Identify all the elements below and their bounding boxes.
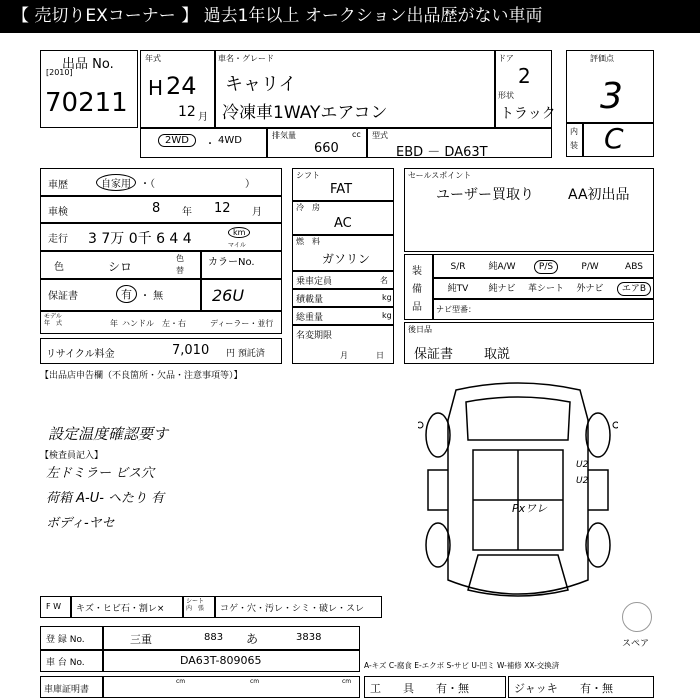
cert-cm-2: cm <box>250 678 260 685</box>
rename-month: 月 <box>340 351 348 360</box>
era: H <box>148 76 164 100</box>
lot-number: 70211 <box>45 88 128 118</box>
drive-dot: ・ <box>205 139 215 150</box>
grade: 冷凍車1WAYエアコン <box>222 103 388 123</box>
history-rest: ・（ ） <box>140 179 255 190</box>
inspection-year: 8 <box>152 201 161 216</box>
inspection-label: 車検 <box>48 207 68 218</box>
month-unit: 月 <box>198 112 208 123</box>
jack-value: 有・無 <box>580 682 613 695</box>
equipment-item: S/R <box>450 262 466 272</box>
shift-label: シフト <box>296 171 320 180</box>
after-item-1: 保証書 <box>414 347 454 362</box>
model-year-label: モデル 年 式 <box>44 313 63 327</box>
seat-items: コゲ・穴・汚レ・シミ・破レ・スレ <box>220 604 365 614</box>
rename-day: 日 <box>376 351 384 360</box>
doors-label: ドア <box>498 54 514 63</box>
equipment-item: 純TV <box>447 284 469 294</box>
sales-point-1: ユーザー買取り <box>436 187 534 203</box>
model-year-unit: 年 <box>110 319 118 328</box>
history-label: 車歴 <box>48 180 68 191</box>
cert-label: 車庫証明書 <box>44 685 90 695</box>
rename-label: 名変期限 <box>296 331 333 341</box>
seat-label: シート 内 張 <box>186 598 205 612</box>
warranty-rest: ・ 無 <box>140 291 164 302</box>
recycle-unit: 円 預託済 <box>226 349 265 359</box>
lot-small: [2010] <box>46 68 73 77</box>
drive-2wd: 2WD <box>158 134 196 147</box>
diagram-mark-u2-a: U2 <box>576 460 589 470</box>
report-title: 【出品店申告欄（不良箇所・欠品・注意事項等）】 <box>40 371 243 381</box>
year-label: 年式 <box>145 54 161 63</box>
recycle-label: リサイクル料金 <box>46 349 115 360</box>
tools-value: 有・無 <box>436 682 469 695</box>
defect-legend: A-キズ C-腐食 E-エクボ S-サビ U-凹ミ W-補修 XX-交換済 <box>364 661 560 670</box>
displacement-label: 排気量 <box>272 131 296 140</box>
diagram-mark-center: Pxワレ <box>512 502 548 515</box>
load-label: 積載量 <box>296 295 324 305</box>
cert-cm-1: cm <box>176 678 186 685</box>
interior-score: C <box>604 122 624 155</box>
interior-label-2: 装 <box>570 141 578 150</box>
car-name: キャリイ <box>225 74 297 95</box>
equipment-label-1: 装 <box>412 266 422 277</box>
dealer-label: ディーラー・並行 <box>210 319 274 328</box>
tools-label: 工 具 <box>370 682 414 695</box>
mileage-value: 3 7万 0千 6 4 4 <box>88 231 192 247</box>
equipment-label-3: 品 <box>412 302 422 313</box>
recycle-amount: 7,010 <box>172 343 210 358</box>
model-value: EBD － DA63T <box>396 145 488 160</box>
equipment-item: P/W <box>581 262 599 272</box>
doors-value: 2 <box>518 64 531 88</box>
fuel-value: ガソリン <box>322 252 371 266</box>
color-value: シロ <box>108 260 133 274</box>
warranty-label: 保証書 <box>48 291 78 302</box>
drive-4wd: 4WD <box>218 135 242 146</box>
history-value: 自家用 <box>96 174 136 191</box>
fw-items: キズ・ヒビ石・割レ× <box>76 604 165 614</box>
report-note-3: ボディ-ヤセ <box>46 516 115 531</box>
cert-cm-3: cm <box>342 678 352 685</box>
color-change-2: 替 <box>176 266 184 275</box>
color-change-1: 色 <box>176 254 184 263</box>
reg-kana: あ <box>246 632 259 646</box>
reg-area: 三重 <box>130 633 152 646</box>
spare-tire-icon <box>622 602 652 632</box>
mileage-unit-alt: マイル <box>228 242 246 249</box>
car-diagram <box>418 380 618 610</box>
year-value: 24 <box>166 72 197 100</box>
mileage-unit: km <box>228 227 250 238</box>
spare-label: スペア <box>622 639 650 649</box>
spec-box <box>140 128 552 158</box>
report-note-1: 左ドミラー ビス穴 <box>46 466 155 481</box>
report-note-2: 荷箱 A-U- ヘたり 有 <box>46 491 165 506</box>
equipment-item: ABS <box>625 262 643 272</box>
equipment-item: エアB <box>612 279 656 299</box>
equipment-item: P/S <box>524 257 568 277</box>
after-item-2: 取説 <box>484 347 511 362</box>
inspection-year-unit: 年 <box>182 207 192 218</box>
chassis-value: DA63T-809065 <box>180 654 262 667</box>
report-note-main: 設定温度確認要す <box>48 425 169 443</box>
title-banner: 【 売切りEXコーナー 】 過去1年以上 オークション出品歴がない車両 <box>0 0 700 33</box>
ac-label: 冷 房 <box>296 203 320 212</box>
navi-label: ナビ型番： <box>436 305 476 314</box>
handle-label: ハンドル 左・右 <box>122 319 186 328</box>
shift-value: FAT <box>330 182 353 197</box>
body-value: トラック <box>500 106 556 122</box>
reg-class: 883 <box>204 632 224 643</box>
equipment-item: 純ナビ <box>488 284 516 294</box>
warranty-yes: 有 <box>116 285 137 303</box>
displacement-value: 660 <box>314 141 339 156</box>
inspector-label: 【検査員記入】 <box>40 451 104 461</box>
weight-unit: kg <box>382 311 392 320</box>
interior-label-1: 内 <box>570 127 578 136</box>
equipment-item: 外ナビ <box>576 284 604 294</box>
score-value: 3 <box>600 76 623 117</box>
mileage-label: 走行 <box>48 234 68 245</box>
color-label: 色 <box>54 262 64 273</box>
car-name-label: 車名・グレード <box>218 54 274 63</box>
chassis-label: 車 台 No. <box>46 658 85 668</box>
weight-label: 総重量 <box>296 313 324 323</box>
capacity-label: 乗車定員 <box>296 277 333 287</box>
equipment-item: 革シート <box>527 284 564 294</box>
equipment-item: 純A/W <box>488 262 516 272</box>
body-label: 形状 <box>498 91 514 100</box>
after-label: 後日品 <box>408 325 432 334</box>
sales-label: セールスポイント <box>408 171 472 180</box>
diagram-mark-u2-b: U2 <box>576 476 589 486</box>
color-no-value: 26U <box>212 286 245 305</box>
month-value: 12 <box>178 104 196 120</box>
fw-label: F W <box>46 602 62 611</box>
ac-value: AC <box>334 216 352 231</box>
lot-label: 出品 No. <box>62 57 114 72</box>
score-label: 評価点 <box>590 54 614 63</box>
reg-number: 3838 <box>296 632 322 643</box>
model-label: 型式 <box>372 131 388 140</box>
fuel-label: 燃 料 <box>296 237 320 246</box>
capacity-unit: 名 <box>380 276 388 285</box>
inspection-month: 12 <box>214 201 231 216</box>
sales-point-2: AA初出品 <box>568 187 630 203</box>
displacement-unit: cc <box>352 130 361 139</box>
inspection-month-unit: 月 <box>252 207 262 218</box>
jack-label: ジャッキ <box>514 682 558 695</box>
reg-label: 登 録 No. <box>46 635 85 645</box>
load-unit: kg <box>382 293 392 302</box>
equipment-label-2: 備 <box>412 284 422 295</box>
color-no-label: カラーNo. <box>208 257 255 268</box>
